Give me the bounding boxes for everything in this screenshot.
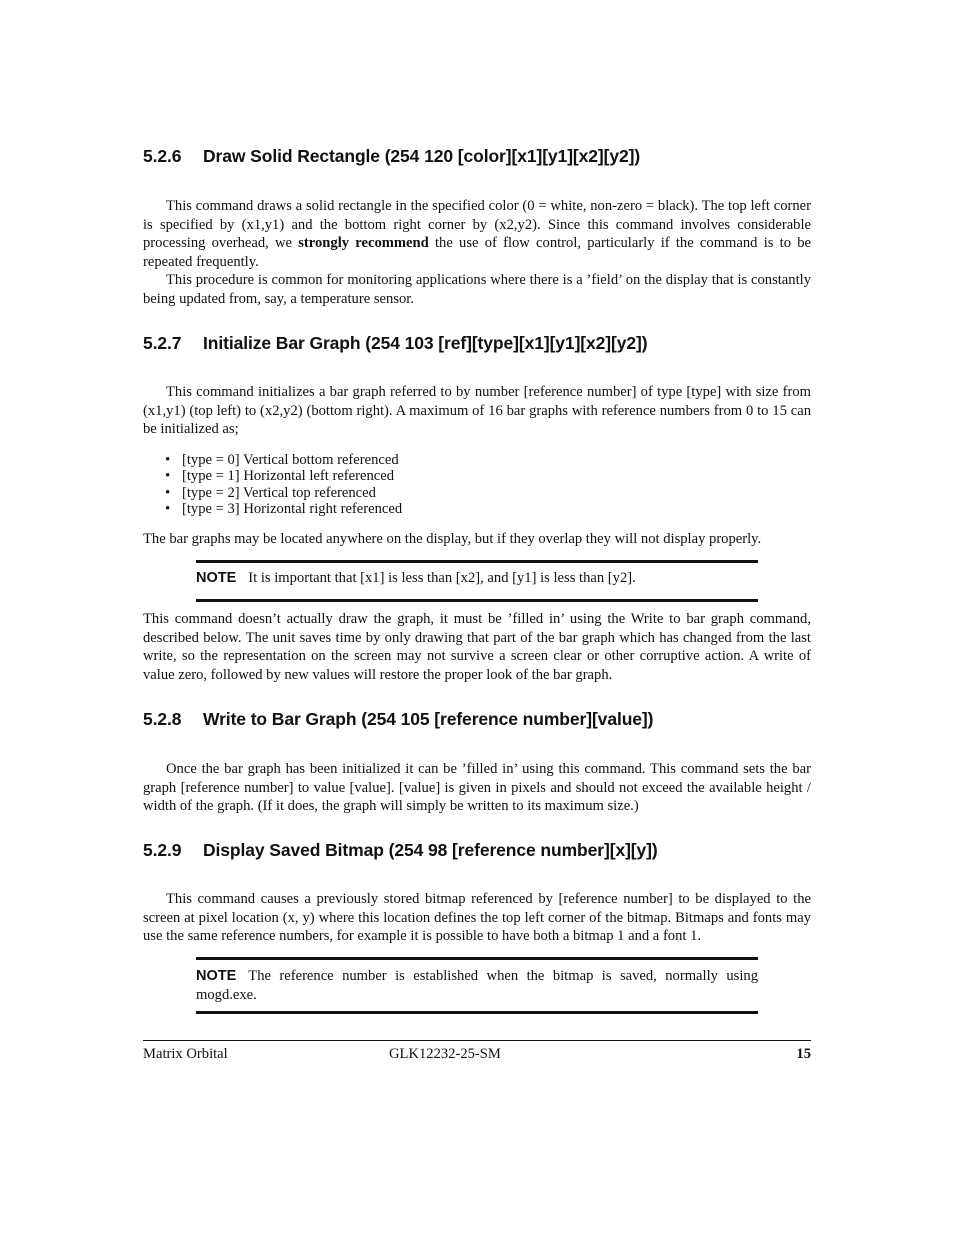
section-heading-5-2-8 [143, 709, 653, 730]
page-number: 15 [796, 1046, 811, 1062]
note-text: The reference number is established when the bitmap is saved, normally using mogd.exe. [196, 968, 758, 1003]
paragraph: The bar graphs may be located anywhere on the display, but if they overlap they will not display properly. [143, 531, 762, 547]
note-text: It is important that [x1] is less than [x2], and [y1] is less than [y2]. [248, 570, 636, 586]
list-item: • [type = 1] Horizontal left referenced [165, 468, 402, 484]
paragraph [143, 197, 811, 271]
section-heading-5-2-9 [143, 840, 658, 861]
list-item: • [type = 3] Horizontal right referenced [165, 501, 402, 517]
note-label: NOTE [196, 570, 237, 586]
section-title: Write to Bar Graph (254 105 [reference number][value]) [203, 709, 654, 729]
section-heading-5-2-6 [143, 146, 640, 167]
section-title: Display Saved Bitmap (254 98 [reference number][x][y]) [203, 840, 658, 860]
section-title: Draw Solid Rectangle (254 120 [color][x1][y1][x2][y2]) [203, 146, 641, 166]
paragraph-text: This command draws a solid rectangle in the specified color (0 = white, non-zero = black). The top left corner is specified by (x1,y1) and the bottom right corner by (x2,y2). Since this command involves considerable processing overhead, we [143, 198, 811, 252]
note-box [196, 957, 758, 1014]
type-list [165, 452, 402, 518]
footer-company: Matrix Orbital [143, 1046, 228, 1062]
paragraph: This command initializes a bar graph referred to by number [reference number] of type [type] with size from (x1,y1) (top left) to (x2,y2) (bottom right). A maximum of 16 bar graphs with reference numbers from 0 to 15 can be initialized as; [143, 384, 811, 438]
section-number: 5.2.8 [143, 709, 182, 729]
list-item: • [type = 2] Vertical top referenced [165, 485, 402, 501]
emphasis-text: strongly recommend [298, 235, 429, 252]
section-title: Initialize Bar Graph (254 103 [ref][type][x1][y1][x2][y2]) [203, 333, 648, 353]
note-box [196, 560, 758, 602]
footer-rule [143, 1040, 811, 1041]
paragraph-text: the use of flow control, particularly if the command is to be repeated frequently. [143, 235, 812, 270]
paragraph: This procedure is common for monitoring applications where there is a ’field’ on the display that is constantly being updated from, say, a temperature sensor. [143, 272, 811, 307]
section-number: 5.2.7 [143, 333, 182, 353]
list-item: • [type = 0] Vertical bottom referenced [165, 452, 402, 468]
paragraph: This command causes a previously stored bitmap referenced by [reference number] to be displayed to the screen at pixel location (x, y) where this location defines the top left corner of the bitmap. Bitmaps and fonts may use the same reference numbers, for example it is possible to have both a bitmap 1 and a font 1. [143, 891, 811, 945]
paragraph: Once the bar graph has been initialized it can be ’filled in’ using this command. This command sets the bar graph [reference number] to value [value]. [value] is given in pixels and should not exceed the available height / width of the graph. (If it does, the graph will simply be written to its maximum size.) [143, 761, 811, 815]
paragraph: This command doesn’t actually draw the graph, it must be ’filled in’ using the Write to bar graph command, described below. The unit saves time by only drawing that part of the bar graph which has changed from the last write, so the representation on the screen may not survive a screen clear or other corruptive action. A write of value zero, followed by new values will restore the proper look of the bar graph. [143, 611, 811, 683]
section-number: 5.2.9 [143, 840, 182, 860]
footer-model: GLK12232-25-SM [389, 1046, 501, 1062]
note-label: NOTE [196, 968, 237, 984]
section-number: 5.2.6 [143, 146, 182, 166]
section-heading-5-2-7 [143, 333, 647, 354]
